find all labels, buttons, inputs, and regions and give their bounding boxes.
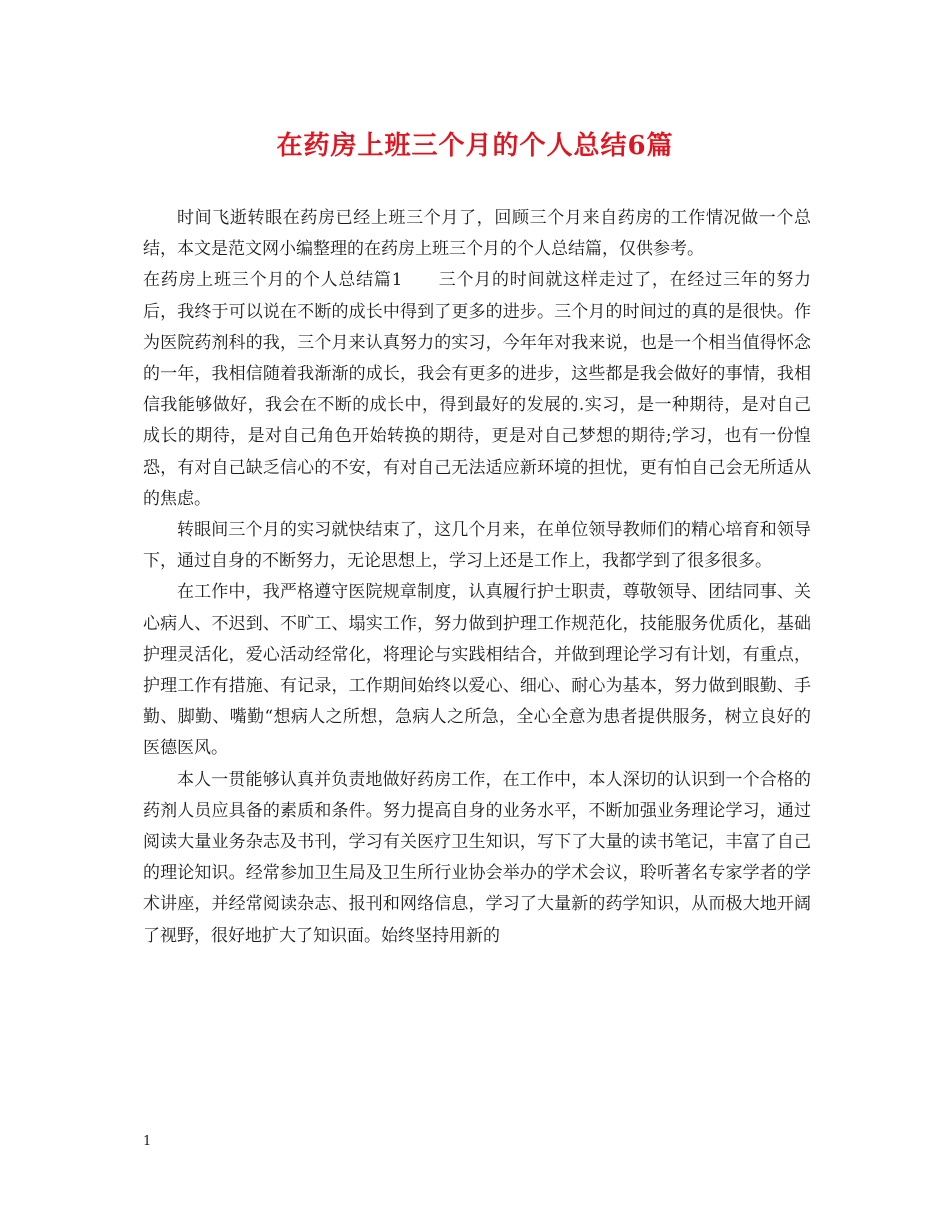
paragraph-section-1: 在药房上班三个月的个人总结篇1 三个月的时间就这样走过了，在经过三年的努力后，我终于可以说在不断的成长中得到了更多的进步。三个月的时间过的真的是很快。作为医院药剂科的我，三个月来认真努力的实习，今年年对我来说，也是一个相当值得怀念的一年，我相信随着我渐渐的成长，我会有更多的进步，这些都是我会做好的事情，我相信我能够做好，我会在不断的成长中，得到最好的发展的.实习，是一种期待，是对自己成长的期待，是对自己角色开始转换的期待，更是对自己梦想的期待;学习，也有一份惶恐，有对自己缺乏信心的不安，有对自己无法适应新环境的担忧，更有怕自己会无所适从的焦虑。 xyxy=(143,270,811,509)
paragraph-intro: 时间飞逝转眼在药房已经上班三个月了，回顾三个月来自药房的工作情况做一个总结，本文是范文网小编整理的在药房上班三个月的个人总结篇，仅供参考。 xyxy=(143,208,811,260)
document-title: 在药房上班三个月的个人总结6篇 xyxy=(276,131,674,161)
paragraph-work: 在工作中，我严格遵守医院规章制度，认真履行护士职责，尊敬领导、团结同事、关心病人、不迟到、不旷工、塌实工作，努力做到护理工作规范化，技能服务优质化，基础护理灵活化，爱心活动经常化，将理论与实践相结合，并做到理论学习有计划，有重点，护理工作有措施、有记录，工作期间始终以爱心、细心、耐心为基本，努力做到眼勤、手勤、脚勤、嘴勤“想病人之所想，急病人之所急，全心全意为患者提供服务，树立良好的医德医风。 xyxy=(143,582,811,759)
document-body xyxy=(143,203,811,952)
paragraph-pharmacy: 本人一贯能够认真并负责地做好药房工作，在工作中，本人深切的认识到一个合格的药剂人员应具备的素质和条件。努力提高自身的业务水平，不断加强业务理论学习，通过阅读大量业务杂志及书刊，学习有关医疗卫生知识，写下了大量的读书笔记，丰富了自己的理论知识。经常参加卫生局及卫生所行业协会举办的学术会议，聆听著名专家学者的学术讲座，并经常阅读杂志、报刊和网络信息，学习了大量新的药学知识，从而极大地开阔了视野，很好地扩大了知识面。始终坚持用新的 xyxy=(143,769,811,946)
page-number: 1 xyxy=(143,1134,152,1149)
paragraph-internship: 转眼间三个月的实习就快结束了，这几个月来，在单位领导教师们的精心培育和领导下，通过自身的不断努力，无论思想上，学习上还是工作上，我都学到了很多很多。 xyxy=(143,520,811,572)
